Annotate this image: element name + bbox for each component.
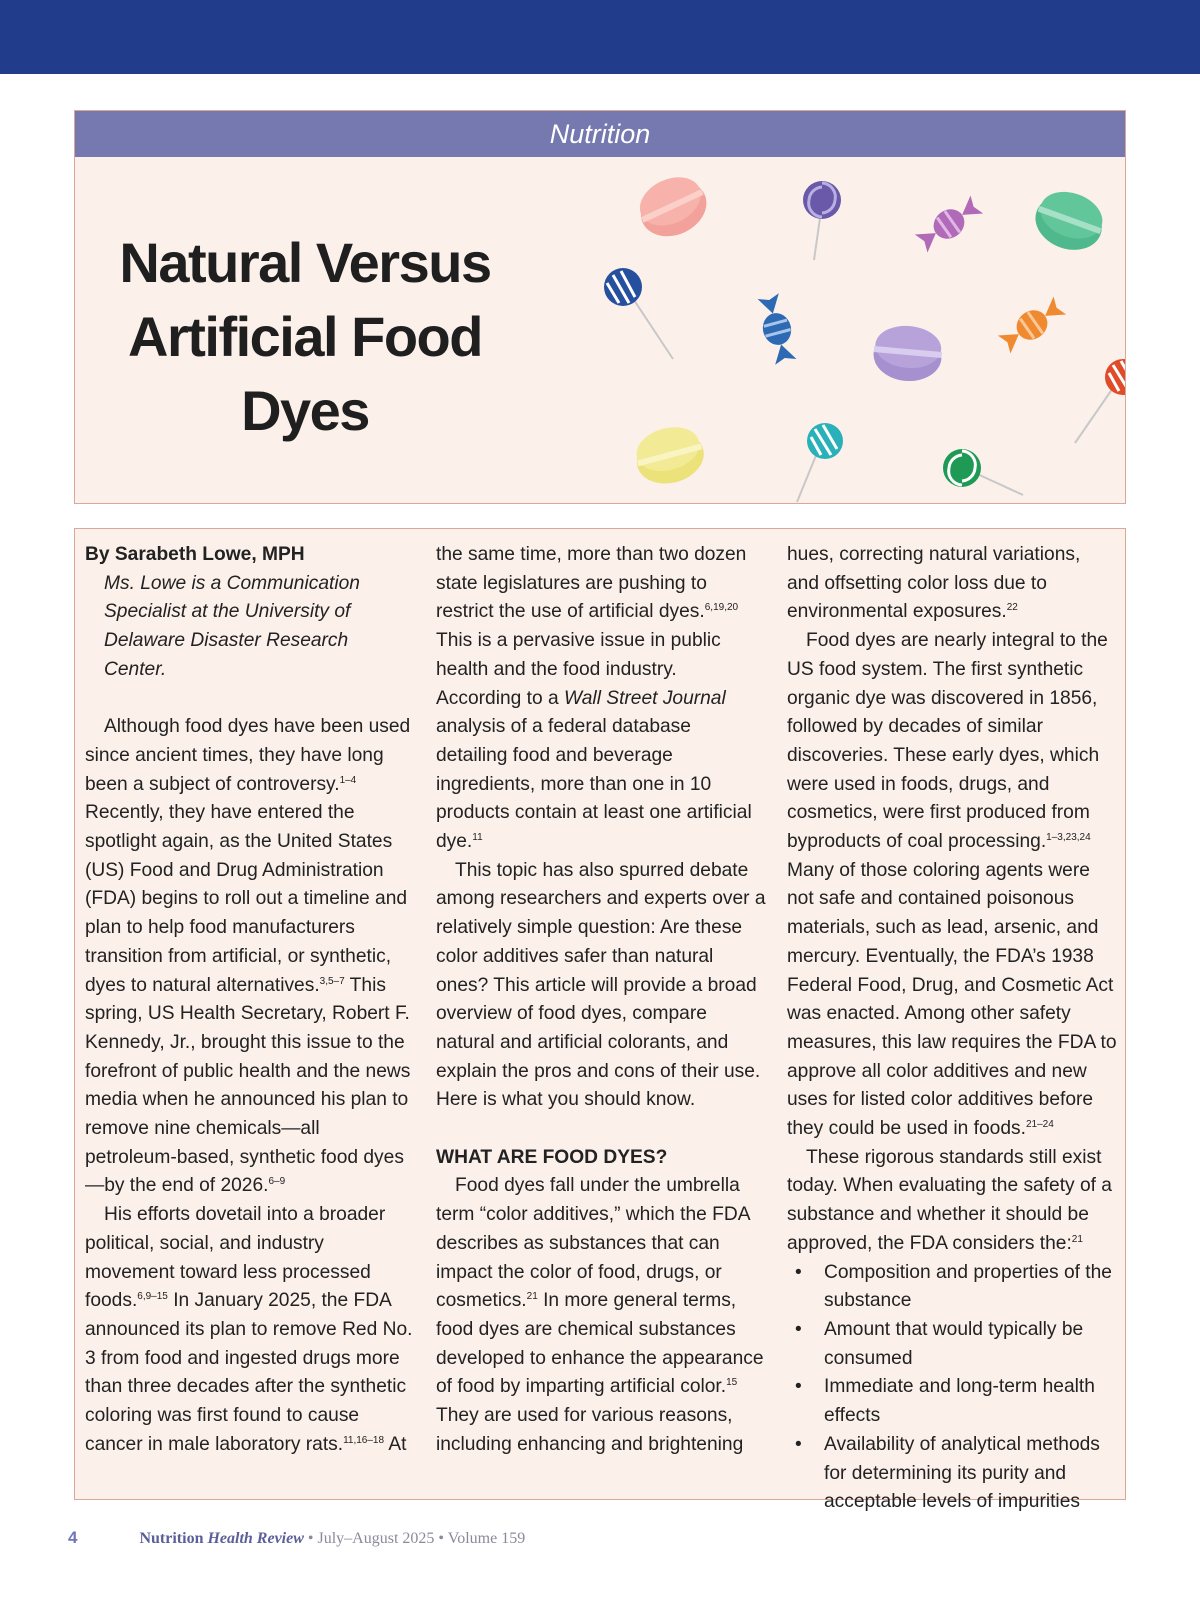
lavender-macaron-icon <box>871 323 944 384</box>
green-swirl-lollipop-icon <box>943 449 1023 495</box>
paragraph-6: These rigorous standards still exist today. When evaluating the safety of a substance and whether it should be approved, the FDA considers the:$^{21}$ <box>787 1146 1112 1254</box>
paragraph-1: Although food dyes have been used since ancient times, they have long been a subject of controversy.$^{1-4}$ Recently, they have entered the spotlight again, as the United States (US) Food and Drug Administration (FDA) begins to roll out a timeline and plan to help food manufacturers transition from artificial, or synthetic, dyes to natural alternatives.$^{3,5-7}$ This spring, US Health Secretary, Robert F. Kennedy, Jr., brought this issue to the forefront of public health and the news media when he announced his plan to remove nine chemicals—all petroleum-based, synthetic food dyes—by the end of 2026.$^{6-9}$ <box>85 716 411 1197</box>
paragraph-4: Food dyes fall under the umbrella term “color additives,” which the FDA describes as substances that can impact the color of food, drugs, or cosmetics.$^{21}$ In more general terms, food dyes are chemical substances developed to enhance the appearance of food by imparting artificial color.$^{15}$ They are used for various reasons, including enhancing and brightening <box>436 1175 764 1455</box>
candy-illustration <box>515 157 1125 503</box>
article-body <box>74 528 1126 1513</box>
list-item: • Amount that would typically be consumed <box>787 1316 1117 1373</box>
paragraph-2: the same time, more than two dozen state legislatures are pushing to restrict the use of artificial dyes.$^{6,19,20}$ This is a pervasive issue in public health and the food industry. According to a Wall Street Journal analysis of a federal database detailing food and beverage ingredients, more than one in 10 products contain at least one artificial dye.$^{11}$ <box>436 544 752 853</box>
page-number: 4 <box>68 1528 78 1547</box>
list-item: • Immediate and long-term health effects <box>787 1373 1117 1430</box>
text-column-2 <box>436 541 766 1459</box>
magazine-name: Nutrition Health Review <box>139 1530 304 1547</box>
teal-lollipop-icon <box>797 423 843 502</box>
red-lollipop-icon <box>1075 359 1125 443</box>
criteria-list <box>787 1259 1117 1517</box>
category-banner: Nutrition <box>75 111 1125 157</box>
green-macaron-icon <box>1028 183 1111 259</box>
page-footer <box>68 1528 525 1548</box>
article-header-panel <box>74 110 1126 504</box>
text-column-3 <box>787 541 1117 1517</box>
paragraph-5: Food dyes are nearly integral to the US food system. The first synthetic organic dye was discovered in 1856, followed by decades of similar discoveries. These early dyes, which were used in foods, drugs, and cosmetics, were first produced from byproducts of coal processing.$^{1-3,23,24}$ Many of those coloring agents were not safe and contained poisonous materials, such as lead, arsenic, and mercury. Eventually, the FDA’s 1938 Federal Food, Drug, and Cosmetic Act was enacted. Among other safety measures, this law requires the FDA to approve all color additives and new uses for listed color additives before they could be used in foods.$^{21-24}$ <box>787 630 1117 1140</box>
author-bio: Ms. Lowe is a Communication Specialist at the University of Delaware Disaster Research Center. <box>104 572 360 680</box>
purple-lollipop-icon <box>803 181 841 260</box>
issue-info: • July–August 2025 • Volume 159 <box>303 1530 526 1547</box>
paragraph-4: hues, correcting natural variations, and offsetting color loss due to environmental exposures.$^{22}$ <box>787 544 1081 623</box>
top-color-band <box>0 0 1200 74</box>
article-title: Natural Versus Artificial Food Dyes <box>119 231 491 442</box>
list-item: • Composition and properties of the substance <box>787 1259 1117 1316</box>
author-byline: By Sarabeth Lowe, MPH <box>85 544 305 565</box>
yellow-macaron-icon <box>630 420 710 491</box>
pink-macaron-icon <box>630 167 715 246</box>
blue-lollipop-icon <box>604 268 673 359</box>
list-item: • Availability of analytical methods for determining its purity and acceptable levels of impurities <box>787 1431 1117 1517</box>
text-column-1 <box>85 541 415 1459</box>
section-heading: WHAT ARE FOOD DYES? <box>436 1146 668 1168</box>
paragraph-3: This topic has also spurred debate among researchers and experts over a relatively simple question: Are these color additives safer than natural ones? This article will provide a broad overview of food dyes, compare natural and artificial colorants, and explain the pros and cons of their use. Here is what you should know. <box>436 859 766 1111</box>
blue-wrapped-candy-icon <box>755 293 800 366</box>
orange-wrapped-candy-icon <box>996 294 1068 356</box>
paragraph-2: His efforts dovetail into a broader political, social, and industry movement toward less processed foods.$^{6,9-15}$ In January 2025, the FDA announced its plan to remove Red No. 3 from food and ingested drugs more than three decades after the synthetic coloring was first found to cause cancer in male laboratory rats.$^{11,16-18}$ At <box>85 1204 413 1455</box>
pink-wrapped-candy-icon <box>913 193 985 255</box>
